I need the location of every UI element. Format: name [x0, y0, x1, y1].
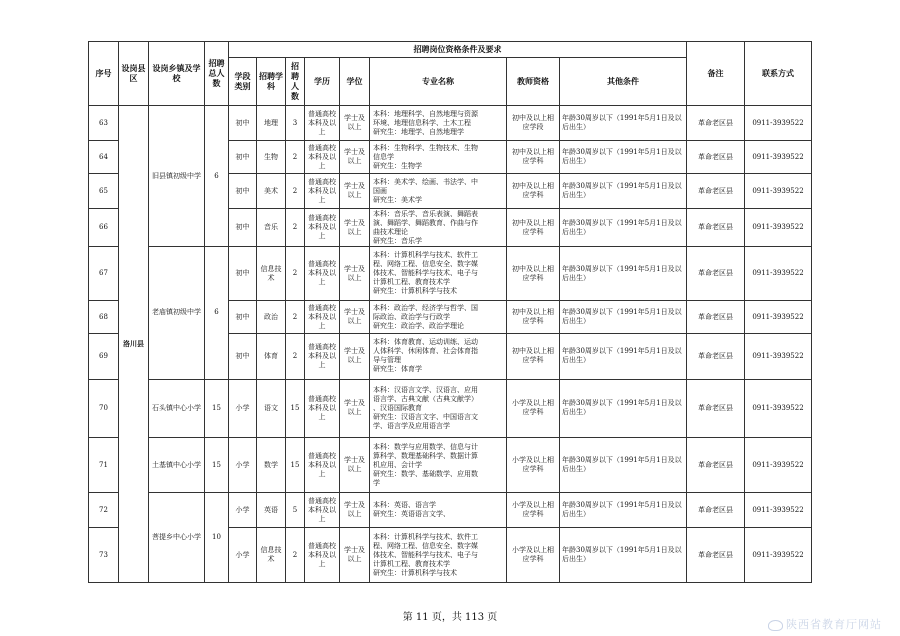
row-other: 年龄30周岁以下（1991年5月1日及以后出生）: [560, 106, 687, 141]
row-degree: 学士及以上: [340, 528, 370, 583]
row-degree: 学士及以上: [340, 493, 370, 528]
row-subject: 信息技术: [257, 247, 286, 301]
table-row: [89, 106, 812, 141]
row-contact: 0911-3939522: [745, 334, 812, 379]
row-cert: 小学及以上相应学科: [507, 379, 560, 438]
row-edu: 普通高校本科及以上: [305, 379, 340, 438]
row-count: 2: [286, 334, 305, 379]
row-seq: 70: [89, 379, 119, 438]
row-major: [370, 493, 507, 528]
row-other: 年龄30周岁以下（1991年5月1日及以后出生）: [560, 209, 687, 247]
row-edu: 普通高校本科及以上: [305, 247, 340, 301]
row-seq: 67: [89, 247, 119, 301]
major-line: 际政治、政治学与行政学: [373, 312, 450, 321]
major-line: 研究生：地理学、自然地理学: [373, 127, 464, 136]
row-other: 年龄30周岁以下（1991年5月1日及以后出生）: [560, 174, 687, 209]
major-line: 本科：美术学、绘画、书法学、中: [373, 177, 478, 186]
major-line: 研究生：汉语言文字、中国语言文: [373, 412, 478, 421]
major-line: 体技术、智能科学与技术、电子与: [373, 269, 478, 278]
header-level: 学段类别: [229, 58, 257, 106]
row-seq: 64: [89, 141, 119, 174]
row-count: 5: [286, 493, 305, 528]
table-row: [89, 379, 812, 438]
row-level: 初中: [229, 301, 257, 334]
row-degree: 学士及以上: [340, 301, 370, 334]
row-cert: 初中及以上相应学段: [507, 106, 560, 141]
row-edu: 普通高校本科及以上: [305, 438, 340, 493]
row-level: 初中: [229, 106, 257, 141]
row-degree: 学士及以上: [340, 247, 370, 301]
row-note: 革命老区县: [687, 379, 745, 438]
table-body: [89, 106, 812, 583]
major-line: 人体科学、休闲体育、社会体育指: [373, 347, 478, 356]
row-cert: 初中及以上相应学科: [507, 247, 560, 301]
row-cert: 初中及以上相应学科: [507, 174, 560, 209]
school-cell: 石头镇中心小学: [149, 379, 205, 438]
row-seq: 65: [89, 174, 119, 209]
row-note: 革命老区县: [687, 209, 745, 247]
major-line: 本科：地理科学、自然地理与资源: [373, 109, 478, 118]
row-seq: 71: [89, 438, 119, 493]
row-seq: 68: [89, 301, 119, 334]
row-count: 2: [286, 174, 305, 209]
row-note: 革命老区县: [687, 334, 745, 379]
row-major: [370, 106, 507, 141]
header-major: 专业名称: [370, 58, 507, 106]
watermark-logo-icon: [768, 620, 783, 631]
row-cert: 小学及以上相应学科: [507, 438, 560, 493]
school-cell: 土基镇中心小学: [149, 438, 205, 493]
row-note: 革命老区县: [687, 301, 745, 334]
row-count: 2: [286, 141, 305, 174]
school-total: 10: [205, 493, 229, 583]
row-major: [370, 141, 507, 174]
header-subject: 招聘学科: [257, 58, 286, 106]
row-other: 年龄30周岁以下（1991年5月1日及以后出生）: [560, 247, 687, 301]
major-line: 研究生：美术学: [373, 195, 422, 204]
major-line: 计算机工程、教育技术学: [373, 559, 450, 568]
major-line: 程、网络工程、信息安全、数字媒: [373, 260, 478, 269]
school-total: 15: [205, 379, 229, 438]
row-contact: 0911-3939522: [745, 247, 812, 301]
row-degree: 学士及以上: [340, 141, 370, 174]
row-count: 15: [286, 379, 305, 438]
row-contact: 0911-3939522: [745, 141, 812, 174]
watermark: [768, 616, 882, 632]
row-edu: 普通高校本科及以上: [305, 174, 340, 209]
header-other: 其他条件: [560, 58, 687, 106]
major-line: 语言学、古典文献（古典文献学）: [373, 394, 478, 403]
table-row: [89, 493, 812, 528]
school-cell: 老庙镇初级中学: [149, 247, 205, 379]
header-edu: 学历: [305, 58, 340, 106]
row-contact: 0911-3939522: [745, 528, 812, 583]
row-subject: 体育: [257, 334, 286, 379]
header-seq: 序号: [89, 42, 119, 106]
row-note: 革命老区县: [687, 174, 745, 209]
row-subject: 信息技术: [257, 528, 286, 583]
row-subject: 语文: [257, 379, 286, 438]
major-line: 体技术、智能科学与技术、电子与: [373, 550, 478, 559]
header-county: 设岗县区: [119, 42, 149, 106]
row-subject: 音乐: [257, 209, 286, 247]
major-line: 算科学、数理基础科学、数据计算: [373, 451, 478, 460]
row-level: 初中: [229, 209, 257, 247]
row-count: 3: [286, 106, 305, 141]
header-count: 招聘人数: [286, 58, 305, 106]
major-line: 、汉语国际教育: [373, 403, 422, 412]
major-line: 研究生：计算机科学与技术: [373, 287, 457, 296]
school-total: 6: [205, 106, 229, 247]
header-contact: 联系方式: [745, 42, 812, 106]
row-major: [370, 174, 507, 209]
watermark-text: 陕西省教育厅网站: [786, 618, 882, 631]
row-contact: 0911-3939522: [745, 493, 812, 528]
major-line: 国画: [373, 186, 387, 195]
row-edu: 普通高校本科及以上: [305, 493, 340, 528]
major-line: 本科：汉语言文学、汉语言、应用: [373, 385, 478, 394]
row-note: 革命老区县: [687, 106, 745, 141]
major-line: 研究生：政治学、政治学理论: [373, 321, 464, 330]
row-edu: 普通高校本科及以上: [305, 528, 340, 583]
recruitment-table: [88, 41, 812, 583]
row-subject: 地理: [257, 106, 286, 141]
row-edu: 普通高校本科及以上: [305, 334, 340, 379]
row-other: 年龄30周岁以下（1991年5月1日及以后出生）: [560, 438, 687, 493]
row-seq: 69: [89, 334, 119, 379]
header-group: 招聘岗位资格条件及要求: [229, 42, 687, 58]
row-level: 小学: [229, 438, 257, 493]
row-major: [370, 528, 507, 583]
row-note: 革命老区县: [687, 438, 745, 493]
header-degree: 学位: [340, 58, 370, 106]
major-line: 本科：音乐学、音乐表演、舞蹈表: [373, 209, 478, 218]
row-cert: 初中及以上相应学科: [507, 141, 560, 174]
row-level: 初中: [229, 247, 257, 301]
row-major: [370, 379, 507, 438]
row-degree: 学士及以上: [340, 174, 370, 209]
row-other: 年龄30周岁以下（1991年5月1日及以后出生）: [560, 301, 687, 334]
row-level: 小学: [229, 379, 257, 438]
header-total: 招聘总人数: [205, 42, 229, 106]
row-note: 革命老区县: [687, 141, 745, 174]
row-level: 小学: [229, 493, 257, 528]
major-line: 信息学: [373, 152, 394, 161]
row-major: [370, 301, 507, 334]
major-line: 学: [373, 478, 380, 487]
row-contact: 0911-3939522: [745, 174, 812, 209]
major-line: 本科：政治学、经济学与哲学、国: [373, 303, 478, 312]
row-degree: 学士及以上: [340, 334, 370, 379]
row-edu: 普通高校本科及以上: [305, 301, 340, 334]
row-degree: 学士及以上: [340, 438, 370, 493]
row-other: 年龄30周岁以下（1991年5月1日及以后出生）: [560, 379, 687, 438]
major-line: 本科：计算机科学与技术、软件工: [373, 251, 478, 260]
major-line: 研究生：计算机科学与技术: [373, 568, 457, 577]
row-seq: 66: [89, 209, 119, 247]
row-cert: 初中及以上相应学科: [507, 209, 560, 247]
major-line: 研究生：音乐学: [373, 236, 422, 245]
row-edu: 普通高校本科及以上: [305, 106, 340, 141]
major-line: 学、语言学及应用语言学: [373, 421, 450, 430]
row-major: [370, 334, 507, 379]
major-line: 导与管理: [373, 356, 401, 365]
row-note: 革命老区县: [687, 493, 745, 528]
major-line: 本科：体育教育、运动训练、运动: [373, 338, 478, 347]
major-line: 环境、地理信息科学、土木工程: [373, 118, 471, 127]
row-contact: 0911-3939522: [745, 438, 812, 493]
major-line: 研究生：体育学: [373, 365, 422, 374]
row-cert: 初中及以上相应学科: [507, 334, 560, 379]
row-count: 2: [286, 209, 305, 247]
major-line: 本科：计算机科学与技术、软件工: [373, 532, 478, 541]
row-level: 初中: [229, 334, 257, 379]
row-note: 革命老区县: [687, 247, 745, 301]
row-major: [370, 247, 507, 301]
row-subject: 英语: [257, 493, 286, 528]
major-line: 研究生：生物学: [373, 161, 422, 170]
school-total: 15: [205, 438, 229, 493]
major-line: 研究生：数学、基础数学、应用数: [373, 469, 478, 478]
row-contact: 0911-3939522: [745, 379, 812, 438]
row-degree: 学士及以上: [340, 209, 370, 247]
row-degree: 学士及以上: [340, 106, 370, 141]
row-count: 15: [286, 438, 305, 493]
row-seq: 73: [89, 528, 119, 583]
row-count: 2: [286, 301, 305, 334]
row-other: 年龄30周岁以下（1991年5月1日及以后出生）: [560, 493, 687, 528]
header-school: 设岗乡镇及学校: [149, 42, 205, 106]
major-line: 本科：生物科学、生物技术、生物: [373, 143, 478, 152]
major-line: 程、网络工程、信息安全、数字媒: [373, 541, 478, 550]
major-line: 本科：数学与应用数学、信息与计: [373, 442, 478, 451]
row-major: [370, 209, 507, 247]
header-note: 备注: [687, 42, 745, 106]
major-line: 研究生：英语语言文学、: [373, 510, 450, 519]
row-major: [370, 438, 507, 493]
row-seq: 63: [89, 106, 119, 141]
row-level: 初中: [229, 141, 257, 174]
table-row: [89, 247, 812, 301]
row-subject: 数学: [257, 438, 286, 493]
row-other: 年龄30周岁以下（1991年5月1日及以后出生）: [560, 528, 687, 583]
school-total: 6: [205, 247, 229, 379]
major-line: 机应用、会计学: [373, 460, 422, 469]
row-subject: 政治: [257, 301, 286, 334]
school-cell: 菩提乡中心小学: [149, 493, 205, 583]
row-subject: 美术: [257, 174, 286, 209]
county-cell: 洛川县: [119, 106, 149, 583]
table-row: [89, 438, 812, 493]
row-contact: 0911-3939522: [745, 209, 812, 247]
major-line: 演、舞蹈学、舞蹈教育、作曲与作: [373, 218, 478, 227]
row-subject: 生物: [257, 141, 286, 174]
major-line: 曲技术理论: [373, 227, 408, 236]
row-other: 年龄30周岁以下（1991年5月1日及以后出生）: [560, 334, 687, 379]
row-level: 初中: [229, 174, 257, 209]
row-other: 年龄30周岁以下（1991年5月1日及以后出生）: [560, 141, 687, 174]
row-count: 2: [286, 528, 305, 583]
row-level: 小学: [229, 528, 257, 583]
row-contact: 0911-3939522: [745, 106, 812, 141]
page-footer: 第 11 页，共 113 页: [402, 612, 498, 623]
row-cert: 小学及以上相应学科: [507, 528, 560, 583]
row-cert: 小学及以上相应学科: [507, 493, 560, 528]
row-note: 革命老区县: [687, 528, 745, 583]
row-edu: 普通高校本科及以上: [305, 141, 340, 174]
major-line: 计算机工程、教育技术学: [373, 278, 450, 287]
row-degree: 学士及以上: [340, 379, 370, 438]
row-contact: 0911-3939522: [745, 301, 812, 334]
school-cell: 旧县镇初级中学: [149, 106, 205, 247]
row-count: 2: [286, 247, 305, 301]
row-edu: 普通高校本科及以上: [305, 209, 340, 247]
row-cert: 初中及以上相应学科: [507, 301, 560, 334]
row-seq: 72: [89, 493, 119, 528]
major-line: 本科：英语、语言学: [373, 501, 436, 510]
header-cert: 教师资格: [507, 58, 560, 106]
